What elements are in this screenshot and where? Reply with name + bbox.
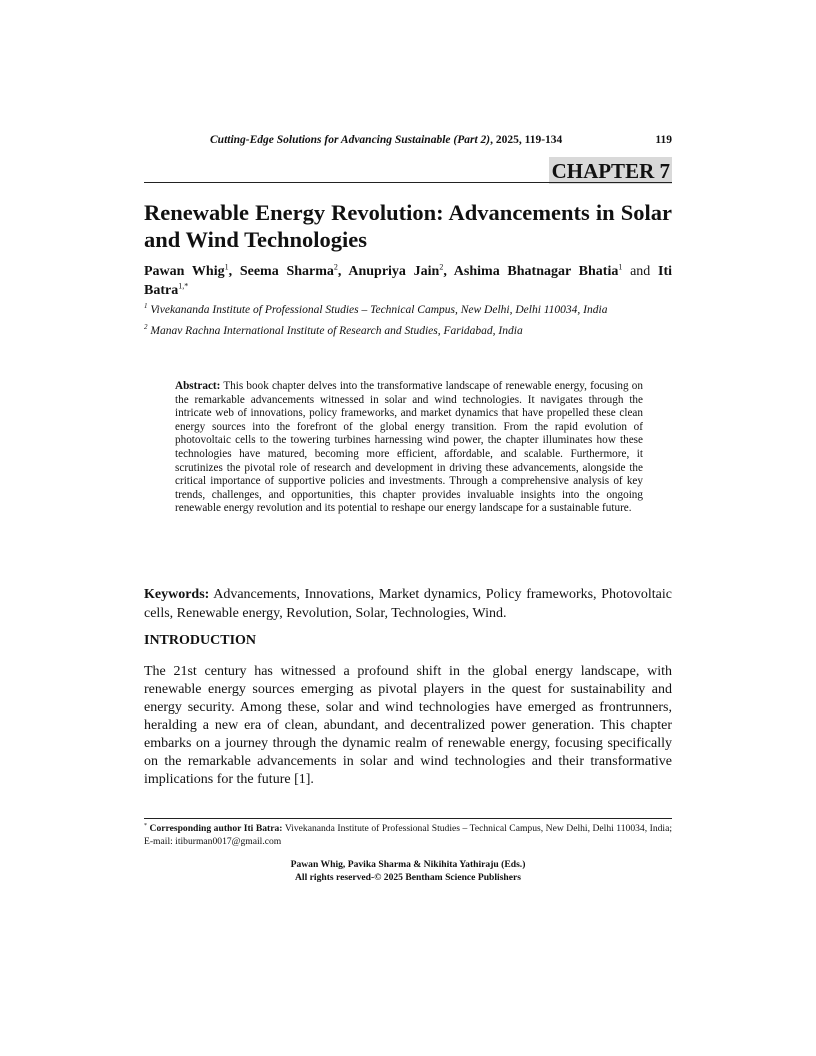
footnote-label: Corresponding author Iti Batra: xyxy=(149,823,283,834)
keywords-text: Advancements, Innovations, Market dynamics, Policy frameworks, Photovoltaic cells, Renewable energy, Revolution, Solar, Technologies, Wind. xyxy=(144,587,672,621)
abstract-label: Abstract: xyxy=(175,380,221,392)
abstract-text: This book chapter delves into the transformative landscape of renewable energy, focusing on the remarkable advancements witnessed in solar and wind technologies. It navigates through the intricate web of innovations, policy frameworks, and market dynamics that have propelled these clean energy sources into the forefront of the global energy transition. From the rapid evolution of photovoltaic cells to the towering turbines harnessing wind power, the chapter illuminates how these technologies have matured, becoming more efficient, affordable, and scalable. Furthermore, it scrutinizes the pivotal role of research and development in driving these advancements, alongside the critical importance of supportive policies and investments. Through a comprehensive analysis of key trends, challenges, and opportunities, this chapter provides invaluable insights into the ongoing renewable energy revolution and its potential to reshape our energy landscape for a sustainable future. xyxy=(175,380,643,515)
author-list xyxy=(144,262,672,300)
affiliation-text: Manav Rachna International Institute of Research and Studies, Faridabad, India xyxy=(150,325,523,337)
section-heading-introduction: INTRODUCTION xyxy=(144,633,257,648)
author-affiliation-mark: 2 xyxy=(439,262,444,272)
affiliations xyxy=(144,303,672,345)
keywords-label: Keywords: xyxy=(144,587,210,602)
author-separator: , xyxy=(443,264,454,279)
author-separator: , xyxy=(228,264,240,279)
affiliation-text: Vivekananda Institute of Professional Studies – Technical Campus, New Delhi, Delhi 110034, India xyxy=(150,304,608,316)
keywords xyxy=(144,585,672,623)
publisher-info xyxy=(144,858,672,884)
author-name: Seema Sharma xyxy=(239,264,334,279)
author-name: Anupriya Jain xyxy=(348,264,440,279)
author-name: Iti Batra xyxy=(144,264,673,298)
journal-citation xyxy=(210,134,562,146)
author-affiliation-mark: 1,* xyxy=(178,281,189,291)
editors-line: Pawan Whig, Pavika Sharma & Nikihita Yathiraju (Eds.) xyxy=(290,859,526,870)
footnote-divider xyxy=(144,818,672,819)
author-affiliation-mark: 1 xyxy=(224,262,229,272)
author-name: Pawan Whig xyxy=(144,264,225,279)
introduction-paragraph: The 21st century has witnessed a profound shift in the global energy landscape, with renewable energy sources emerging as pivotal players in the quest for sustainability and energy security. Among these, solar and wind technologies have emerged as frontrunners, heralding a new era of clean, abundant, and decentralized power generation. This chapter embarks on a journey through the dynamic realm of renewable energy, focusing specifically on the remarkable advancements in solar and wind technologies and their transformative implications for the future [1]. xyxy=(144,664,672,787)
chapter-divider xyxy=(144,182,672,183)
author-name: Ashima Bhatnagar Bhatia xyxy=(453,264,619,279)
author-conjunction: and xyxy=(630,264,651,279)
chapter-title: Renewable Energy Revolution: Advancements in Solar and Wind Technologies xyxy=(144,200,672,252)
affiliation-mark: 2 xyxy=(144,323,148,332)
footnote-mark: * xyxy=(144,822,147,829)
journal-title: Cutting-Edge Solutions for Advancing Sustainable (Part 2) xyxy=(210,134,491,146)
abstract xyxy=(175,380,643,516)
affiliation-mark: 1 xyxy=(144,302,148,311)
affiliation-item xyxy=(144,324,672,339)
affiliation-item xyxy=(144,303,672,318)
copyright-line: All rights reserved-© 2025 Bentham Science Publishers xyxy=(294,872,522,883)
footnote xyxy=(144,822,672,848)
author-affiliation-mark: 2 xyxy=(333,262,338,272)
author-separator: , xyxy=(337,264,349,279)
chapter-label: CHAPTER 7 xyxy=(549,157,672,184)
journal-year-pages: , 2025, 119-134 xyxy=(490,134,563,146)
author-affiliation-mark: 1 xyxy=(618,262,623,272)
footnote-text: Vivekananda Institute of Professional Studies – Technical Campus, New Delhi, Delhi 110034, India; E-mail: itiburman0017@gmail.com xyxy=(144,823,673,847)
page-number: 119 xyxy=(655,134,672,146)
